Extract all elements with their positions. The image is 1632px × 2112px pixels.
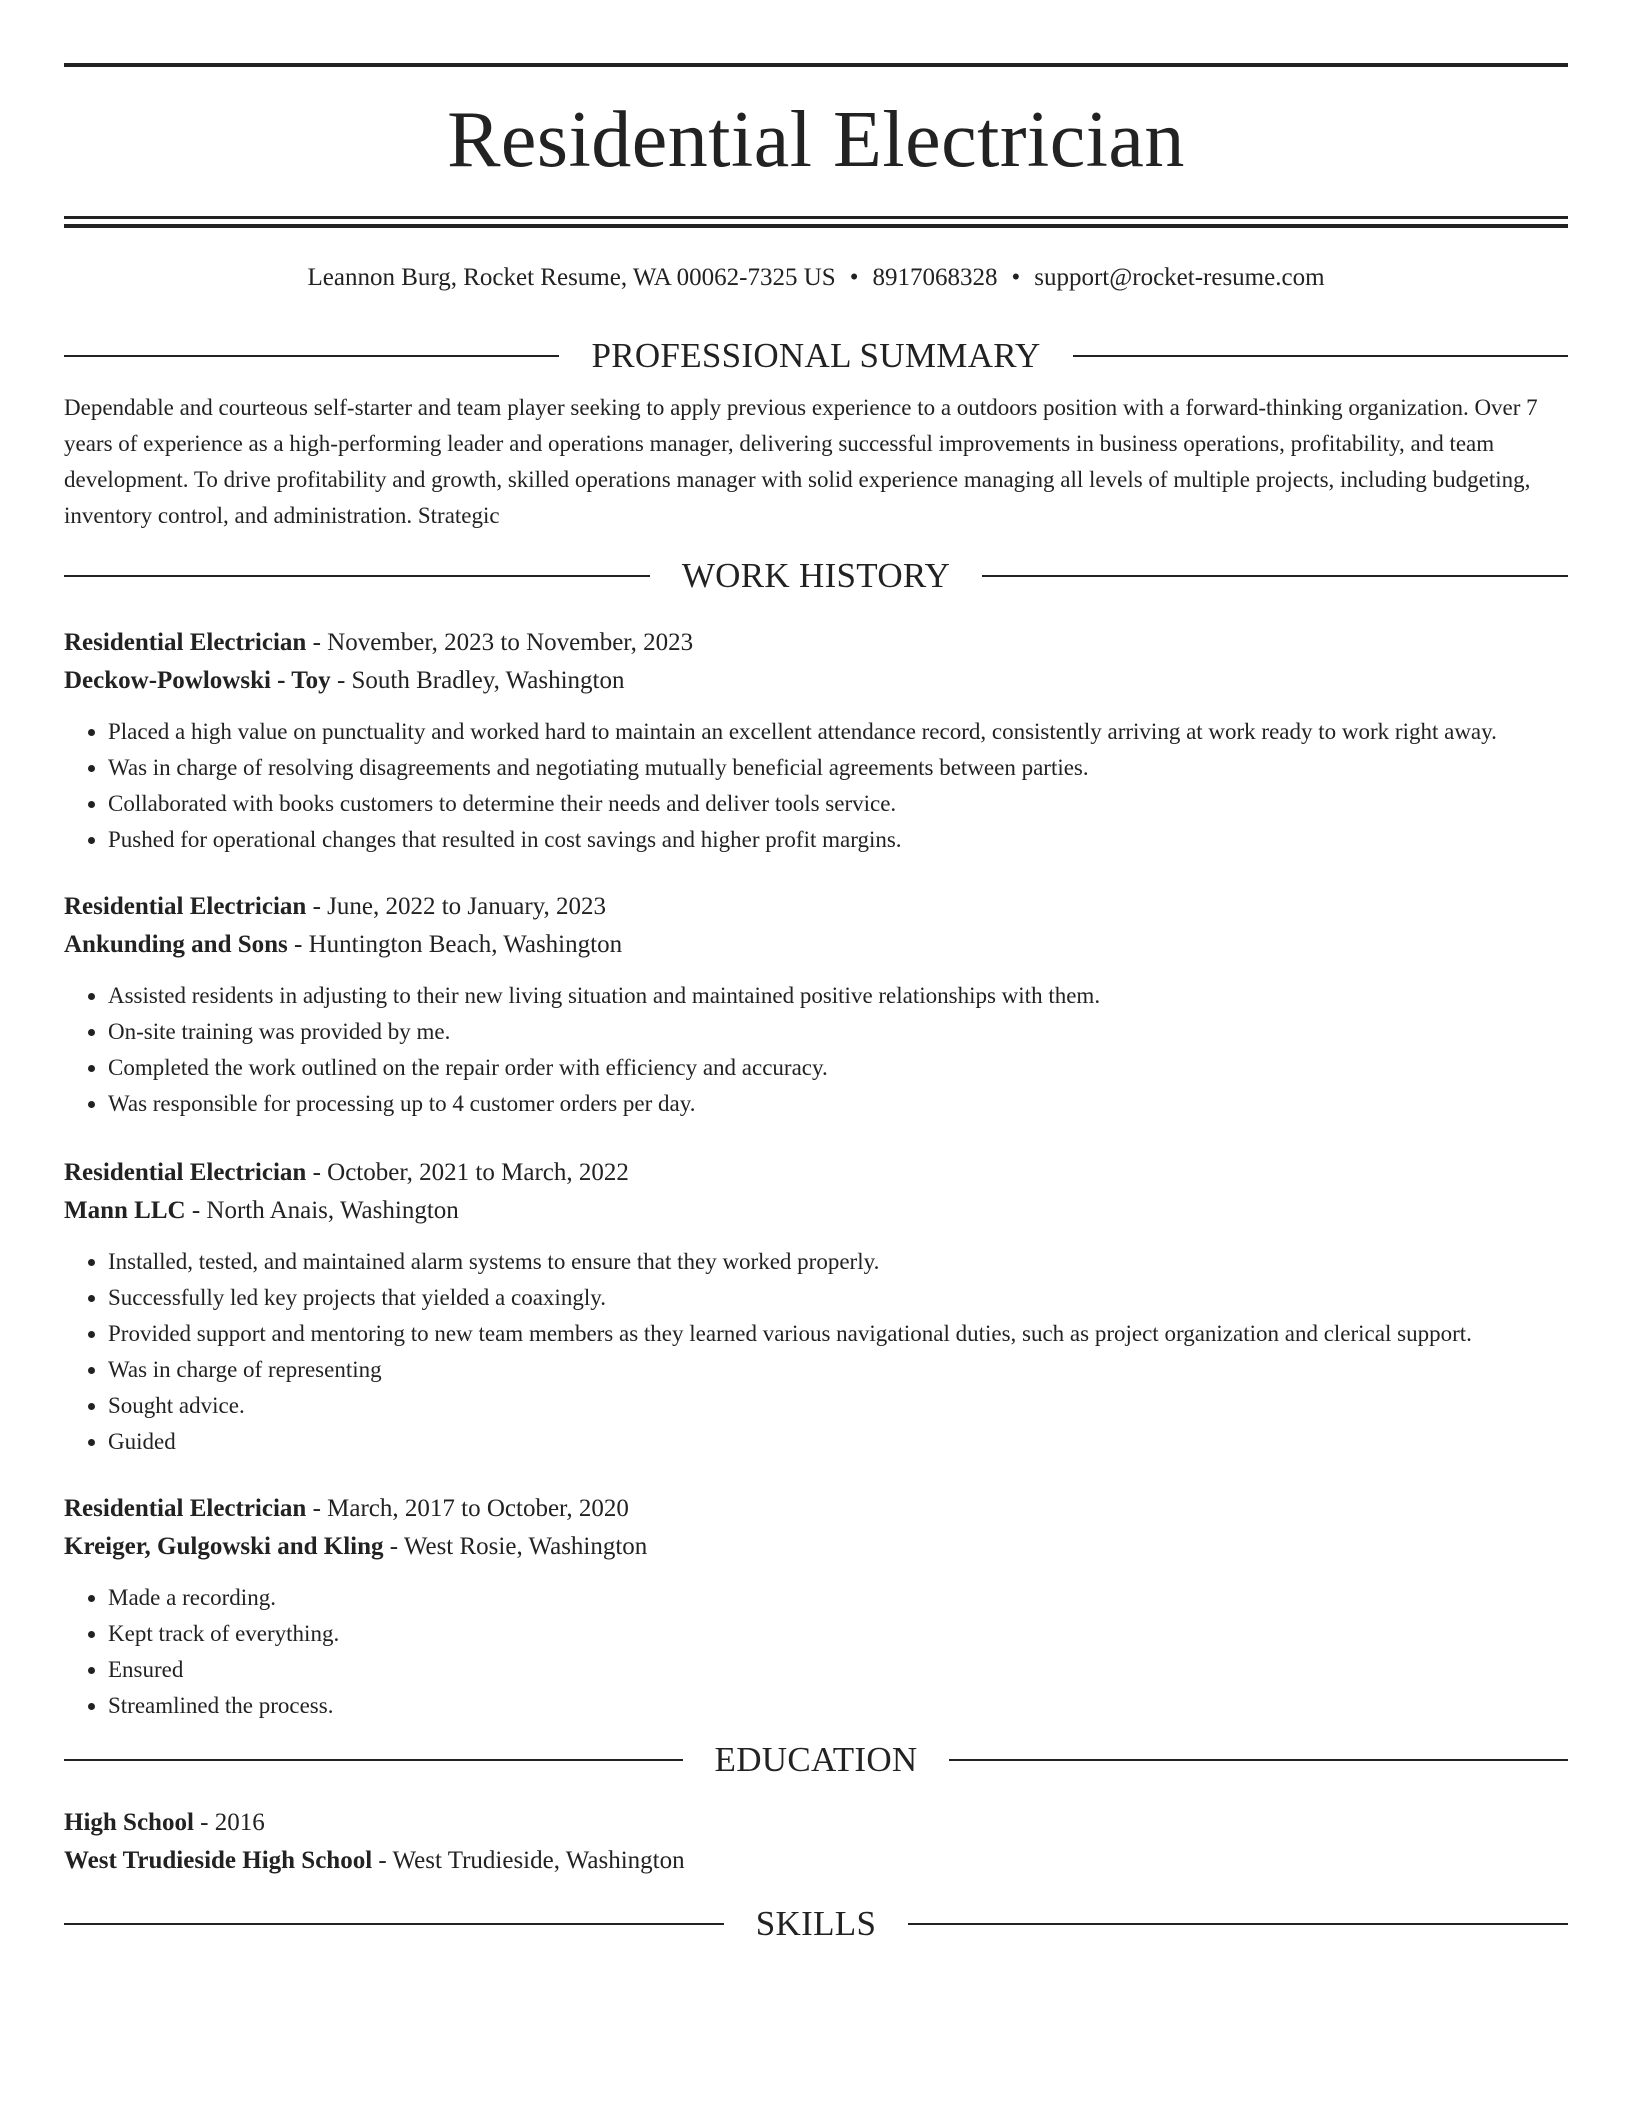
job-title-line: [64, 1490, 1568, 1528]
contact-address: Leannon Burg, Rocket Resume, WA 00062-7325 US: [307, 264, 836, 291]
education-location: - West Trudieside, Washington: [372, 1847, 685, 1874]
job-company: Ankunding and Sons: [64, 931, 288, 958]
education-school: West Trudieside High School: [64, 1847, 373, 1874]
job-location: - North Anais, Washington: [185, 1197, 459, 1224]
job-location: - West Rosie, Washington: [383, 1533, 648, 1560]
heading-rule-right: [949, 1759, 1568, 1761]
job-bullet: • Kept track of everything.: [108, 1616, 1568, 1652]
job-bullet: • Streamlined the process.: [108, 1688, 1568, 1724]
education-school-line: [64, 1842, 1568, 1880]
heading-rule-left: [64, 355, 559, 357]
job-bullet: • Was in charge of representing: [108, 1352, 1568, 1388]
job-title: Residential Electrician: [64, 1159, 307, 1186]
job-bullet: • Was responsible for processing up to 4 customer orders per day.: [108, 1086, 1568, 1122]
top-rule: [64, 63, 1568, 67]
heading-rule-left: [64, 575, 650, 577]
job-dates: - June, 2022 to January, 2023: [306, 893, 607, 920]
heading-rule-left: [64, 1759, 683, 1761]
section-title: WORK HISTORY: [681, 556, 951, 595]
job-bullets: [64, 714, 1568, 858]
job-bullets: [64, 1244, 1568, 1460]
job-company-line: [64, 1192, 1568, 1230]
job-location: - South Bradley, Washington: [330, 667, 625, 694]
job-entry: [64, 1154, 1568, 1460]
job-bullet: • Placed a high value on punctuality and worked hard to maintain an excellent attendance record, consistently arriving at work ready to work right away.: [108, 714, 1568, 750]
job-bullet: • Collaborated with books customers to determine their needs and deliver tools service.: [108, 786, 1568, 822]
section-heading-summary: [64, 334, 1568, 378]
resume-title: Residential Electrician: [447, 96, 1185, 184]
title-double-rule: [64, 216, 1568, 228]
job-entry: [64, 888, 1568, 1122]
resume-page: [64, 0, 1568, 1946]
education-degree: High School: [64, 1809, 194, 1836]
job-bullet: • Pushed for operational changes that resulted in cost savings and higher profit margins.: [108, 822, 1568, 858]
job-title: Residential Electrician: [64, 1495, 307, 1522]
job-bullet: • Successfully led key projects that yielded a coaxingly.: [108, 1280, 1568, 1316]
section-heading-education: [64, 1738, 1568, 1782]
heading-rule-left: [64, 1923, 724, 1925]
education-degree-line: [64, 1804, 1568, 1842]
job-bullet: • Guided: [108, 1424, 1568, 1460]
job-title-line: [64, 888, 1568, 926]
section-title: PROFESSIONAL SUMMARY: [591, 336, 1041, 375]
contact-phone: 8917068328: [872, 264, 998, 291]
section-heading-skills: [64, 1902, 1568, 1946]
section-title: EDUCATION: [714, 1740, 918, 1779]
work-history-list: [64, 624, 1568, 1724]
job-bullets: [64, 1580, 1568, 1724]
job-entry: [64, 1490, 1568, 1724]
job-bullet: • Completed the work outlined on the repair order with efficiency and accuracy.: [108, 1050, 1568, 1086]
job-title: Residential Electrician: [64, 629, 307, 656]
job-company-line: [64, 662, 1568, 700]
section-heading-work: [64, 554, 1568, 598]
job-bullet: • Was in charge of resolving disagreements and negotiating mutually beneficial agreements between parties.: [108, 750, 1568, 786]
job-title: Residential Electrician: [64, 893, 307, 920]
contact-line: [64, 262, 1568, 294]
job-dates: - March, 2017 to October, 2020: [306, 1495, 629, 1522]
job-dates: - October, 2021 to March, 2022: [306, 1159, 629, 1186]
job-entry: [64, 624, 1568, 858]
job-bullet: • Installed, tested, and maintained alarm systems to ensure that they worked properly.: [108, 1244, 1568, 1280]
summary-text: Dependable and courteous self-starter and team player seeking to apply previous experience to a outdoors position with a forward-thinking organization. Over 7 years of experience as a high-performing leader and operations manager, delivering successful improvements in business operations, profitability, and team development. To drive profitability and growth, skilled operations manager with solid experience managing all levels of multiple projects, including budgeting, inventory control, and administration. Strategic: [64, 395, 1538, 528]
job-bullet: • On-site training was provided by me.: [108, 1014, 1568, 1050]
job-bullet: • Made a recording.: [108, 1580, 1568, 1616]
job-bullet: • Assisted residents in adjusting to their new living situation and maintained positive relationships with them.: [108, 978, 1568, 1014]
contact-email: support@rocket-resume.com: [1034, 264, 1325, 291]
job-dates: - November, 2023 to November, 2023: [306, 629, 694, 656]
heading-rule-right: [982, 575, 1568, 577]
job-bullet: • Provided support and mentoring to new team members as they learned various navigational duties, such as project organization and clerical support.: [108, 1316, 1568, 1352]
job-company: Kreiger, Gulgowski and Kling: [64, 1533, 384, 1560]
job-company-line: [64, 926, 1568, 964]
heading-rule-right: [908, 1923, 1568, 1925]
job-bullets: [64, 978, 1568, 1122]
education-entry: [64, 1804, 1568, 1880]
contact-separator: •: [849, 264, 859, 291]
job-title-line: [64, 1154, 1568, 1192]
job-company-line: [64, 1528, 1568, 1566]
job-bullet: • Ensured: [108, 1652, 1568, 1688]
contact-separator: •: [1011, 264, 1021, 291]
job-company: Deckow-Powlowski - Toy: [64, 667, 331, 694]
job-location: - Huntington Beach, Washington: [287, 931, 623, 958]
job-company: Mann LLC: [64, 1197, 186, 1224]
section-title: SKILLS: [755, 1904, 877, 1943]
job-bullet: • Sought advice.: [108, 1388, 1568, 1424]
heading-rule-right: [1073, 355, 1568, 357]
education-year: - 2016: [193, 1809, 265, 1836]
job-title-line: [64, 624, 1568, 662]
